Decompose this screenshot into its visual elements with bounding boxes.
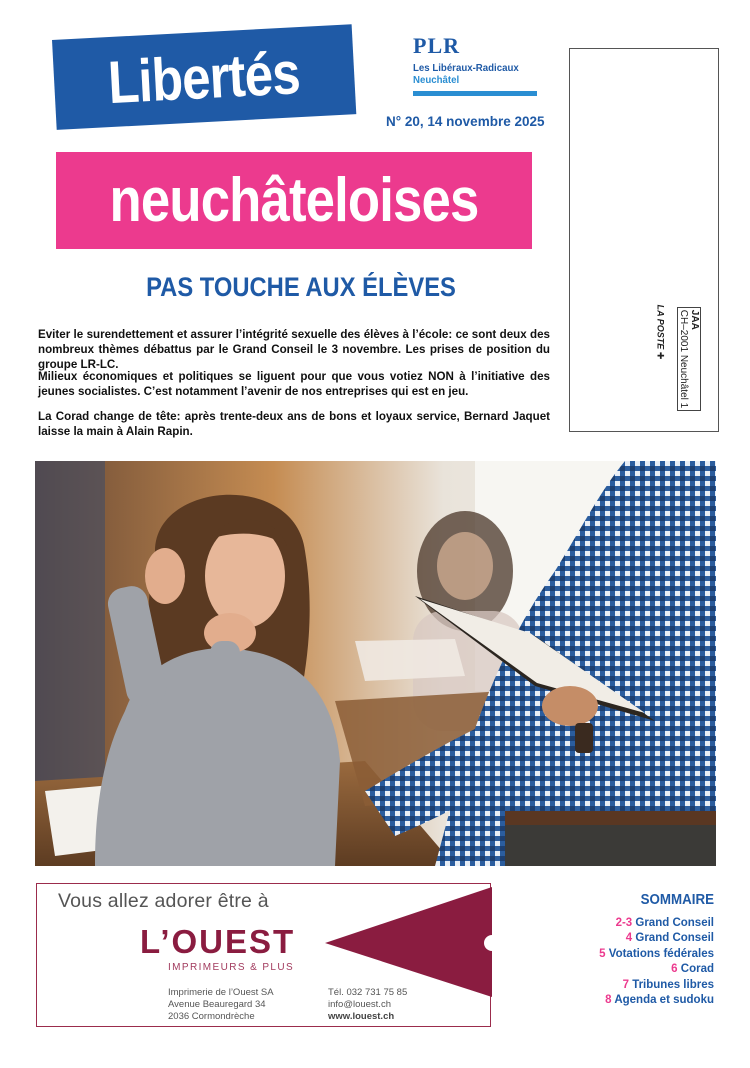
issue-number: N° 20, 14 novembre 2025 [386, 114, 545, 129]
masthead-title-top [52, 24, 356, 130]
sommaire-title: SOMMAIRE [640, 892, 714, 908]
sommaire-item[interactable]: 8 Agenda et sudoku [605, 994, 714, 1007]
la-poste-text: LA POSTE [655, 304, 666, 350]
sommaire-item[interactable]: 5 Votations fédérales [599, 947, 714, 960]
ad-email[interactable]: info@louest.ch [328, 999, 391, 1010]
ad-company: Imprimerie de l’Ouest SA [168, 987, 274, 998]
ad-phone: Tél. 032 731 75 85 [328, 987, 408, 998]
intro-paragraph-1: Eviter le surendettement et assurer l’intégrité sexuelle des élèves à l’école: ce sont deux des nombreux thèmes débattus par le Grand Conseil le 3 novembre. Les prises de position du groupe LR-LC. [38, 328, 550, 371]
masthead-title-bottom [56, 152, 532, 249]
ad-website-link[interactable]: www.louest.ch [328, 1011, 395, 1022]
sommaire-item[interactable]: 4 Grand Conseil [625, 932, 714, 945]
intro-paragraph-3: La Corad change de tête: après trente-deux ans de bons et loyaux service, Bernard Jaquet laisse la main à Alain Rapin. [38, 410, 550, 438]
sommaire-item[interactable]: 7 Tribunes libres [622, 978, 714, 991]
party-logo-block [413, 34, 538, 96]
intro-paragraph-2: Milieux économiques et politiques se liguent pour que vous votiez NON à l’initiative des jeunes socialistes. C’est notamment l’avenir de nos entreprises qui est en jeu. [38, 370, 550, 398]
party-underline [413, 91, 537, 96]
sommaire-item[interactable]: 6 Corad [671, 963, 714, 976]
sommaire-list [560, 916, 714, 1008]
ad-subtitle: IMPRIMEURS & PLUS [168, 962, 295, 973]
ad-city: 2036 Cormondrèche [168, 1011, 255, 1022]
ad-contact [328, 987, 407, 1023]
party-name: Les Libéraux-Radicaux [413, 62, 519, 74]
postage-code: JAA [689, 309, 700, 330]
sommaire-item[interactable]: 2-3 Grand Conseil [615, 917, 714, 929]
ad-brand-logo: L’OUEST [140, 923, 296, 960]
ad-tagline: Vous allez adorer être à [58, 890, 269, 912]
plr-logo: PLR [413, 33, 460, 58]
postage-address: CH–2001 Neuchâtel 1 [678, 309, 689, 409]
title-line-2: neuchâteloises [109, 166, 479, 235]
postage-text [677, 307, 701, 411]
ad-address [168, 987, 274, 1023]
party-section: Neuchâtel [413, 74, 460, 86]
cover-photo [35, 461, 716, 866]
swiss-cross-icon: ✚ [655, 351, 666, 360]
la-poste-logo [648, 304, 672, 360]
ad-street: Avenue Beauregard 34 [168, 999, 266, 1010]
title-line-1: Libertés [106, 38, 302, 116]
main-headline: PAS TOUCHE AUX ÉLÈVES [146, 272, 456, 302]
ad-arrow-shape [325, 887, 492, 997]
